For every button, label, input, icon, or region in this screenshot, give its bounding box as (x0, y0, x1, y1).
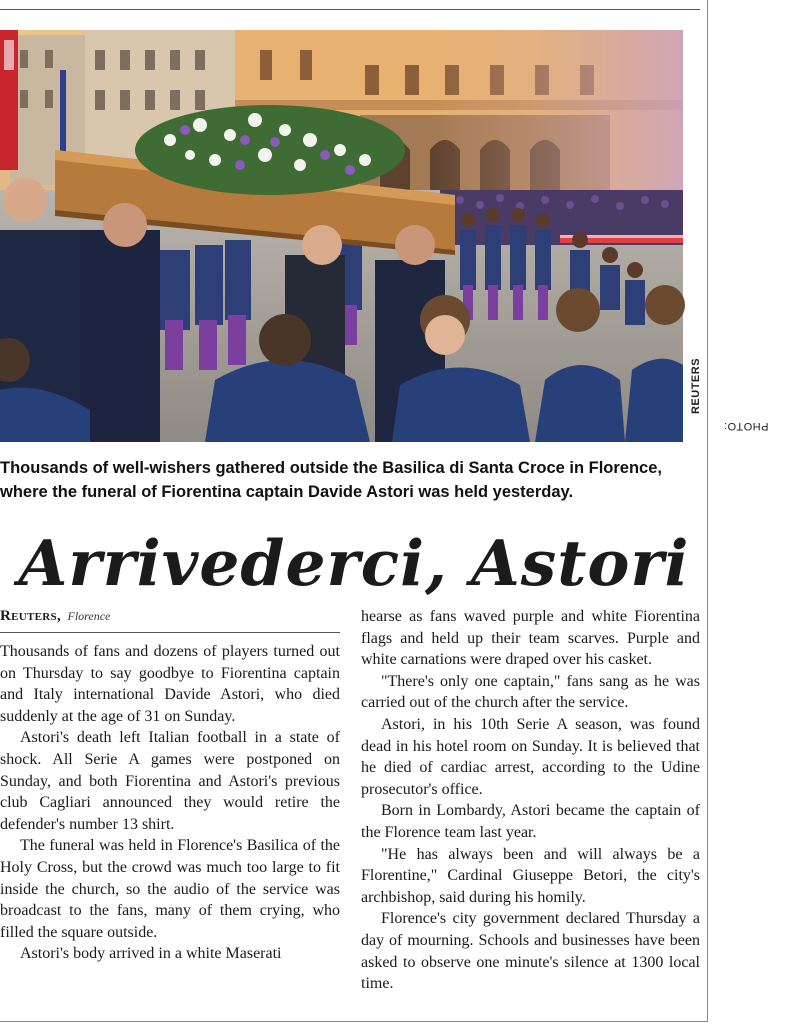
byline-place: Florence (67, 609, 111, 623)
article-paragraph: "He has always been and will always be a Florentine," Cardinal Giuseppe Betori, the city's archbishop, said during his homily. (361, 845, 700, 906)
article-paragraph: Astori's death left Italian football in a state of shock. All Serie A games were postponed on Sunday, and both Fiorentina and Astori's previous club Cagliari announced they would retire the defender's number 13 shirt. (0, 729, 340, 833)
article-column-right (361, 606, 700, 995)
photo-credit-agency: REUTERS (690, 357, 702, 415)
funeral-photo (0, 30, 683, 442)
headline: Arrivederci, Astori (18, 526, 690, 600)
photo-credit-label: PHOTO: (723, 420, 769, 432)
article-paragraph: Astori's body arrived in a white Maserati (20, 945, 282, 963)
article-paragraph: "There's only one captain," fans sang as he was carried out of the church after the service. (361, 672, 700, 712)
article-paragraph: Astori, in his 10th Serie A season, was found dead in his hotel room on Sunday. It is believed that he died of cardiac arrest, according to the Udine prosecutor's office. (361, 715, 700, 798)
photo-caption: Thousands of well-wishers gathered outside the Basilica di Santa Croce in Florence, where the funeral of Fiorentina captain Davide Astori was held yesterday. (0, 459, 662, 501)
article-paragraph: Florence's city government declared Thursday a day of mourning. Schools and businesses have been asked to observe one minute's silence at 1300 local time. (361, 910, 700, 993)
top-rule (0, 9, 700, 10)
byline-agency: Reuters, (0, 608, 61, 624)
article-column-left (0, 641, 340, 965)
photo-credit (681, 330, 769, 450)
byline (0, 608, 340, 625)
article-paragraph: The funeral was held in Florence's Basilica of the Holy Cross, but the crowd was much too large to fit inside the church, so the audio of the service was broadcast to the fans, many of them crying, who filled the square outside. (0, 837, 340, 941)
right-border (707, 0, 708, 1022)
byline-rule (0, 632, 340, 633)
bottom-rule (0, 1021, 708, 1022)
article-paragraph: Thousands of fans and dozens of players turned out on Thursday to say goodbye to Fiorentina captain and Italy international Davide Astori, who died suddenly at the age of 31 on Sunday. (0, 643, 340, 725)
article-paragraph: Born in Lombardy, Astori became the captain of the Florence team last year. (361, 802, 700, 841)
article-paragraph: hearse as fans waved purple and white Fiorentina flags and held up their team scarves. Purple and white carnations were draped over his casket. (361, 608, 700, 669)
